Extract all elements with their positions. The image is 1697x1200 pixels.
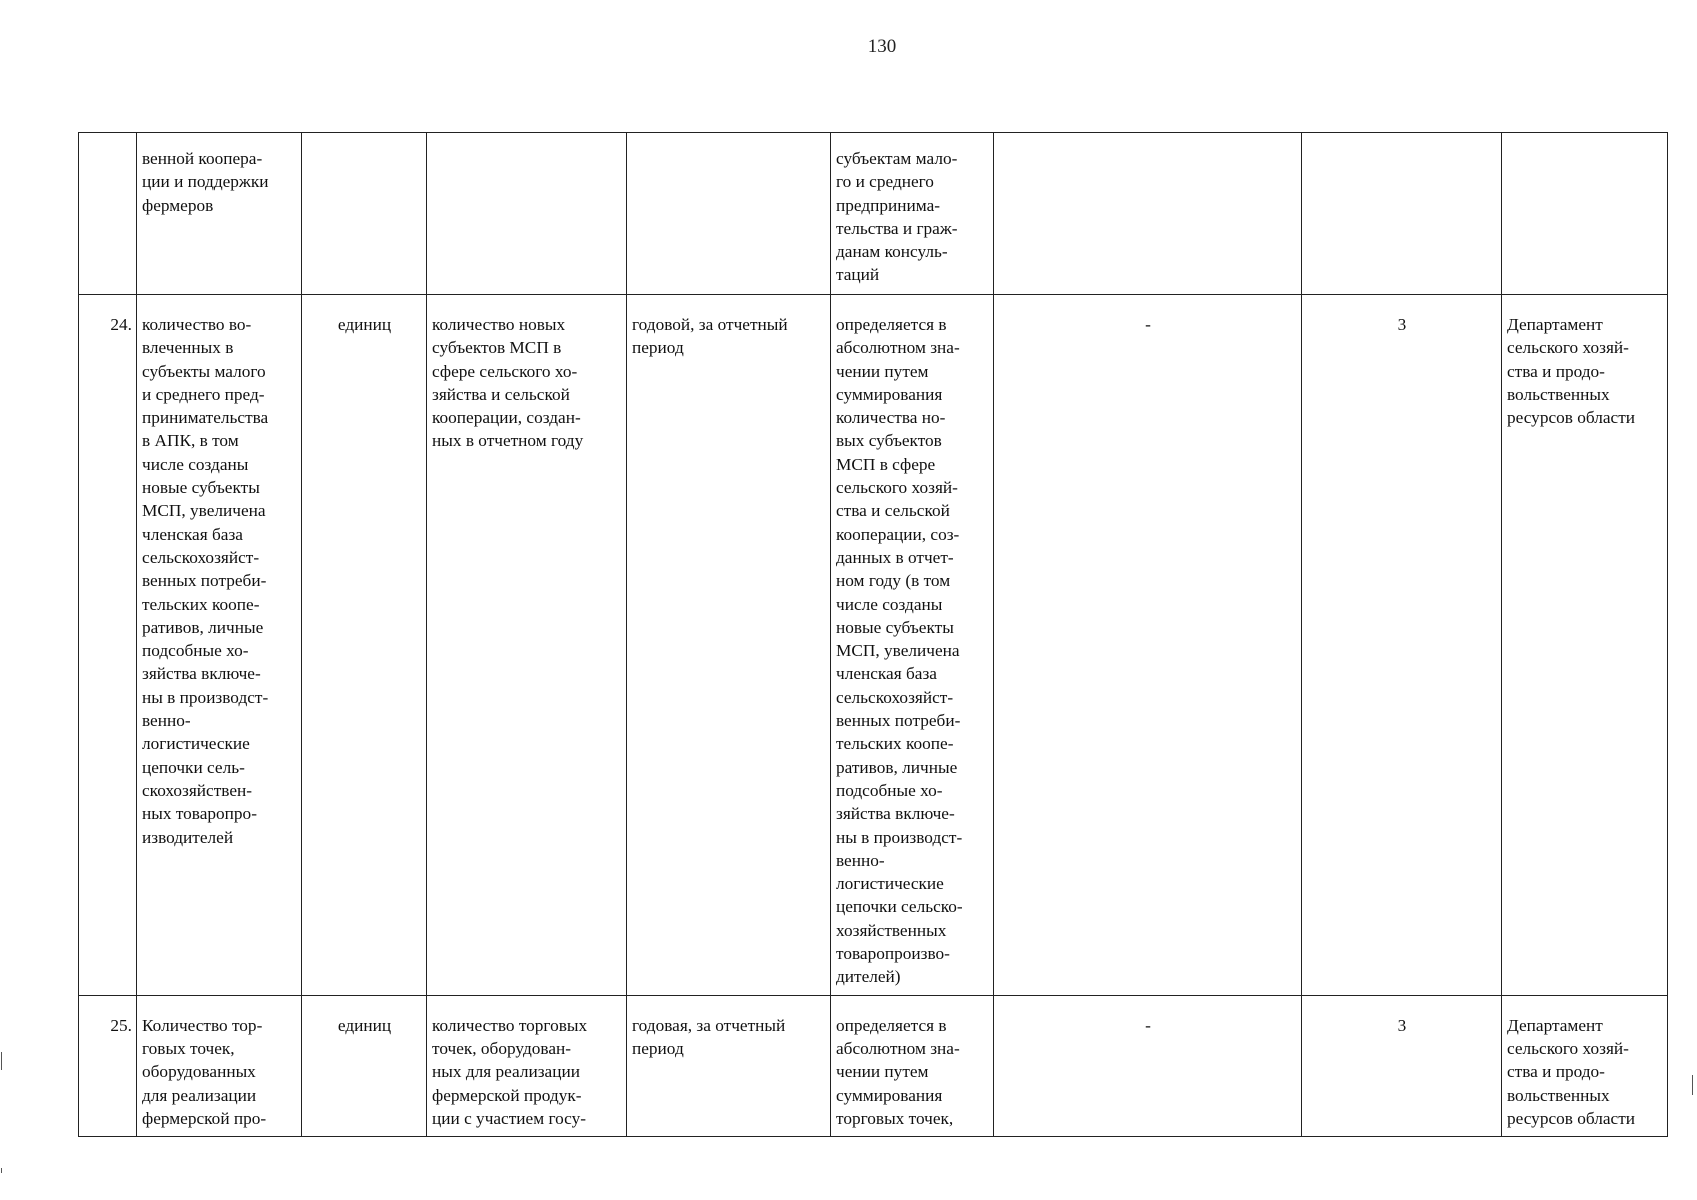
periodicity-cell: годовой, за отчетный период: [627, 295, 831, 996]
method-cell: субъектам мало- го и среднего предпринима- тельства и граж- данам консуль- таций: [831, 133, 994, 295]
unit-cell: единиц: [302, 295, 427, 996]
indicator-name-cell: венной коопера- ции и поддержки фермеров: [137, 133, 302, 295]
definition-cell: количество торговых точек, оборудован- ных для реализации фермерской продук- ции с участием госу-: [427, 995, 627, 1136]
periodicity-cell: [627, 133, 831, 295]
definition-cell: [427, 133, 627, 295]
page-number: 130: [867, 36, 897, 57]
indicators-table: [78, 132, 1668, 1137]
indicator-name-cell: Количество тор- говых точек, оборудованных для реализации фермерской про-: [137, 995, 302, 1136]
table-row-24: [79, 295, 1668, 996]
base-value-cell: [994, 133, 1302, 295]
row-number-cell: 25.: [79, 995, 137, 1136]
responsible-cell: [1502, 133, 1668, 295]
plan-value-cell: 3: [1302, 295, 1502, 996]
scan-margin-mark-right: [1692, 1075, 1693, 1095]
responsible-cell: Департамент сельского хозяй- ства и продо- вольственных ресурсов области: [1502, 295, 1668, 996]
unit-cell: [302, 133, 427, 295]
scan-margin-mark-left-lower: [1, 1168, 2, 1173]
method-cell: определяется в абсолютном зна- чении путем суммирования торговых точек,: [831, 995, 994, 1136]
indicator-name-cell: количество во- влеченных в субъекты малого и среднего пред- принимательства в АПК, в том числе созданы новые субъекты МСП, увеличена членская база сельскохозяйст- венных потреби- тельских коопе- ративов, личные подсобные хо- зяйства включе- ны в производст- венно- логистические цепочки сель- скохозяйствен- ных товаропро- изводителей: [137, 295, 302, 996]
base-value-cell: -: [994, 995, 1302, 1136]
responsible-cell: Департамент сельского хозяй- ства и продо- вольственных ресурсов области: [1502, 995, 1668, 1136]
table-row-continued: [79, 133, 1668, 295]
table-row-25: [79, 995, 1668, 1136]
row-number-cell: 24.: [79, 295, 137, 996]
scan-margin-mark-left: [1, 1052, 2, 1070]
method-cell: определяется в абсолютном зна- чении путем суммирования количества но- вых субъектов МСП в сфере сельского хозяй- ства и сельской кооперации, соз- данных в отчет- ном году (в том числе созданы новые субъекты МСП, увеличена членская база сельскохозяйст- венных потреби- тельских коопе- ративов, личные подсобные хо- зяйства включе- ны в производст- венно- логистические цепочки сельско- хозяйственных товаропроизво- дителей): [831, 295, 994, 996]
row-number-cell: [79, 133, 137, 295]
definition-cell: количество новых субъектов МСП в сфере сельского хо- зяйства и сельской кооперации, создан- ных в отчетном году: [427, 295, 627, 996]
periodicity-cell: годовая, за отчетный период: [627, 995, 831, 1136]
plan-value-cell: [1302, 133, 1502, 295]
plan-value-cell: 3: [1302, 995, 1502, 1136]
unit-cell: единиц: [302, 995, 427, 1136]
base-value-cell: -: [994, 295, 1302, 996]
